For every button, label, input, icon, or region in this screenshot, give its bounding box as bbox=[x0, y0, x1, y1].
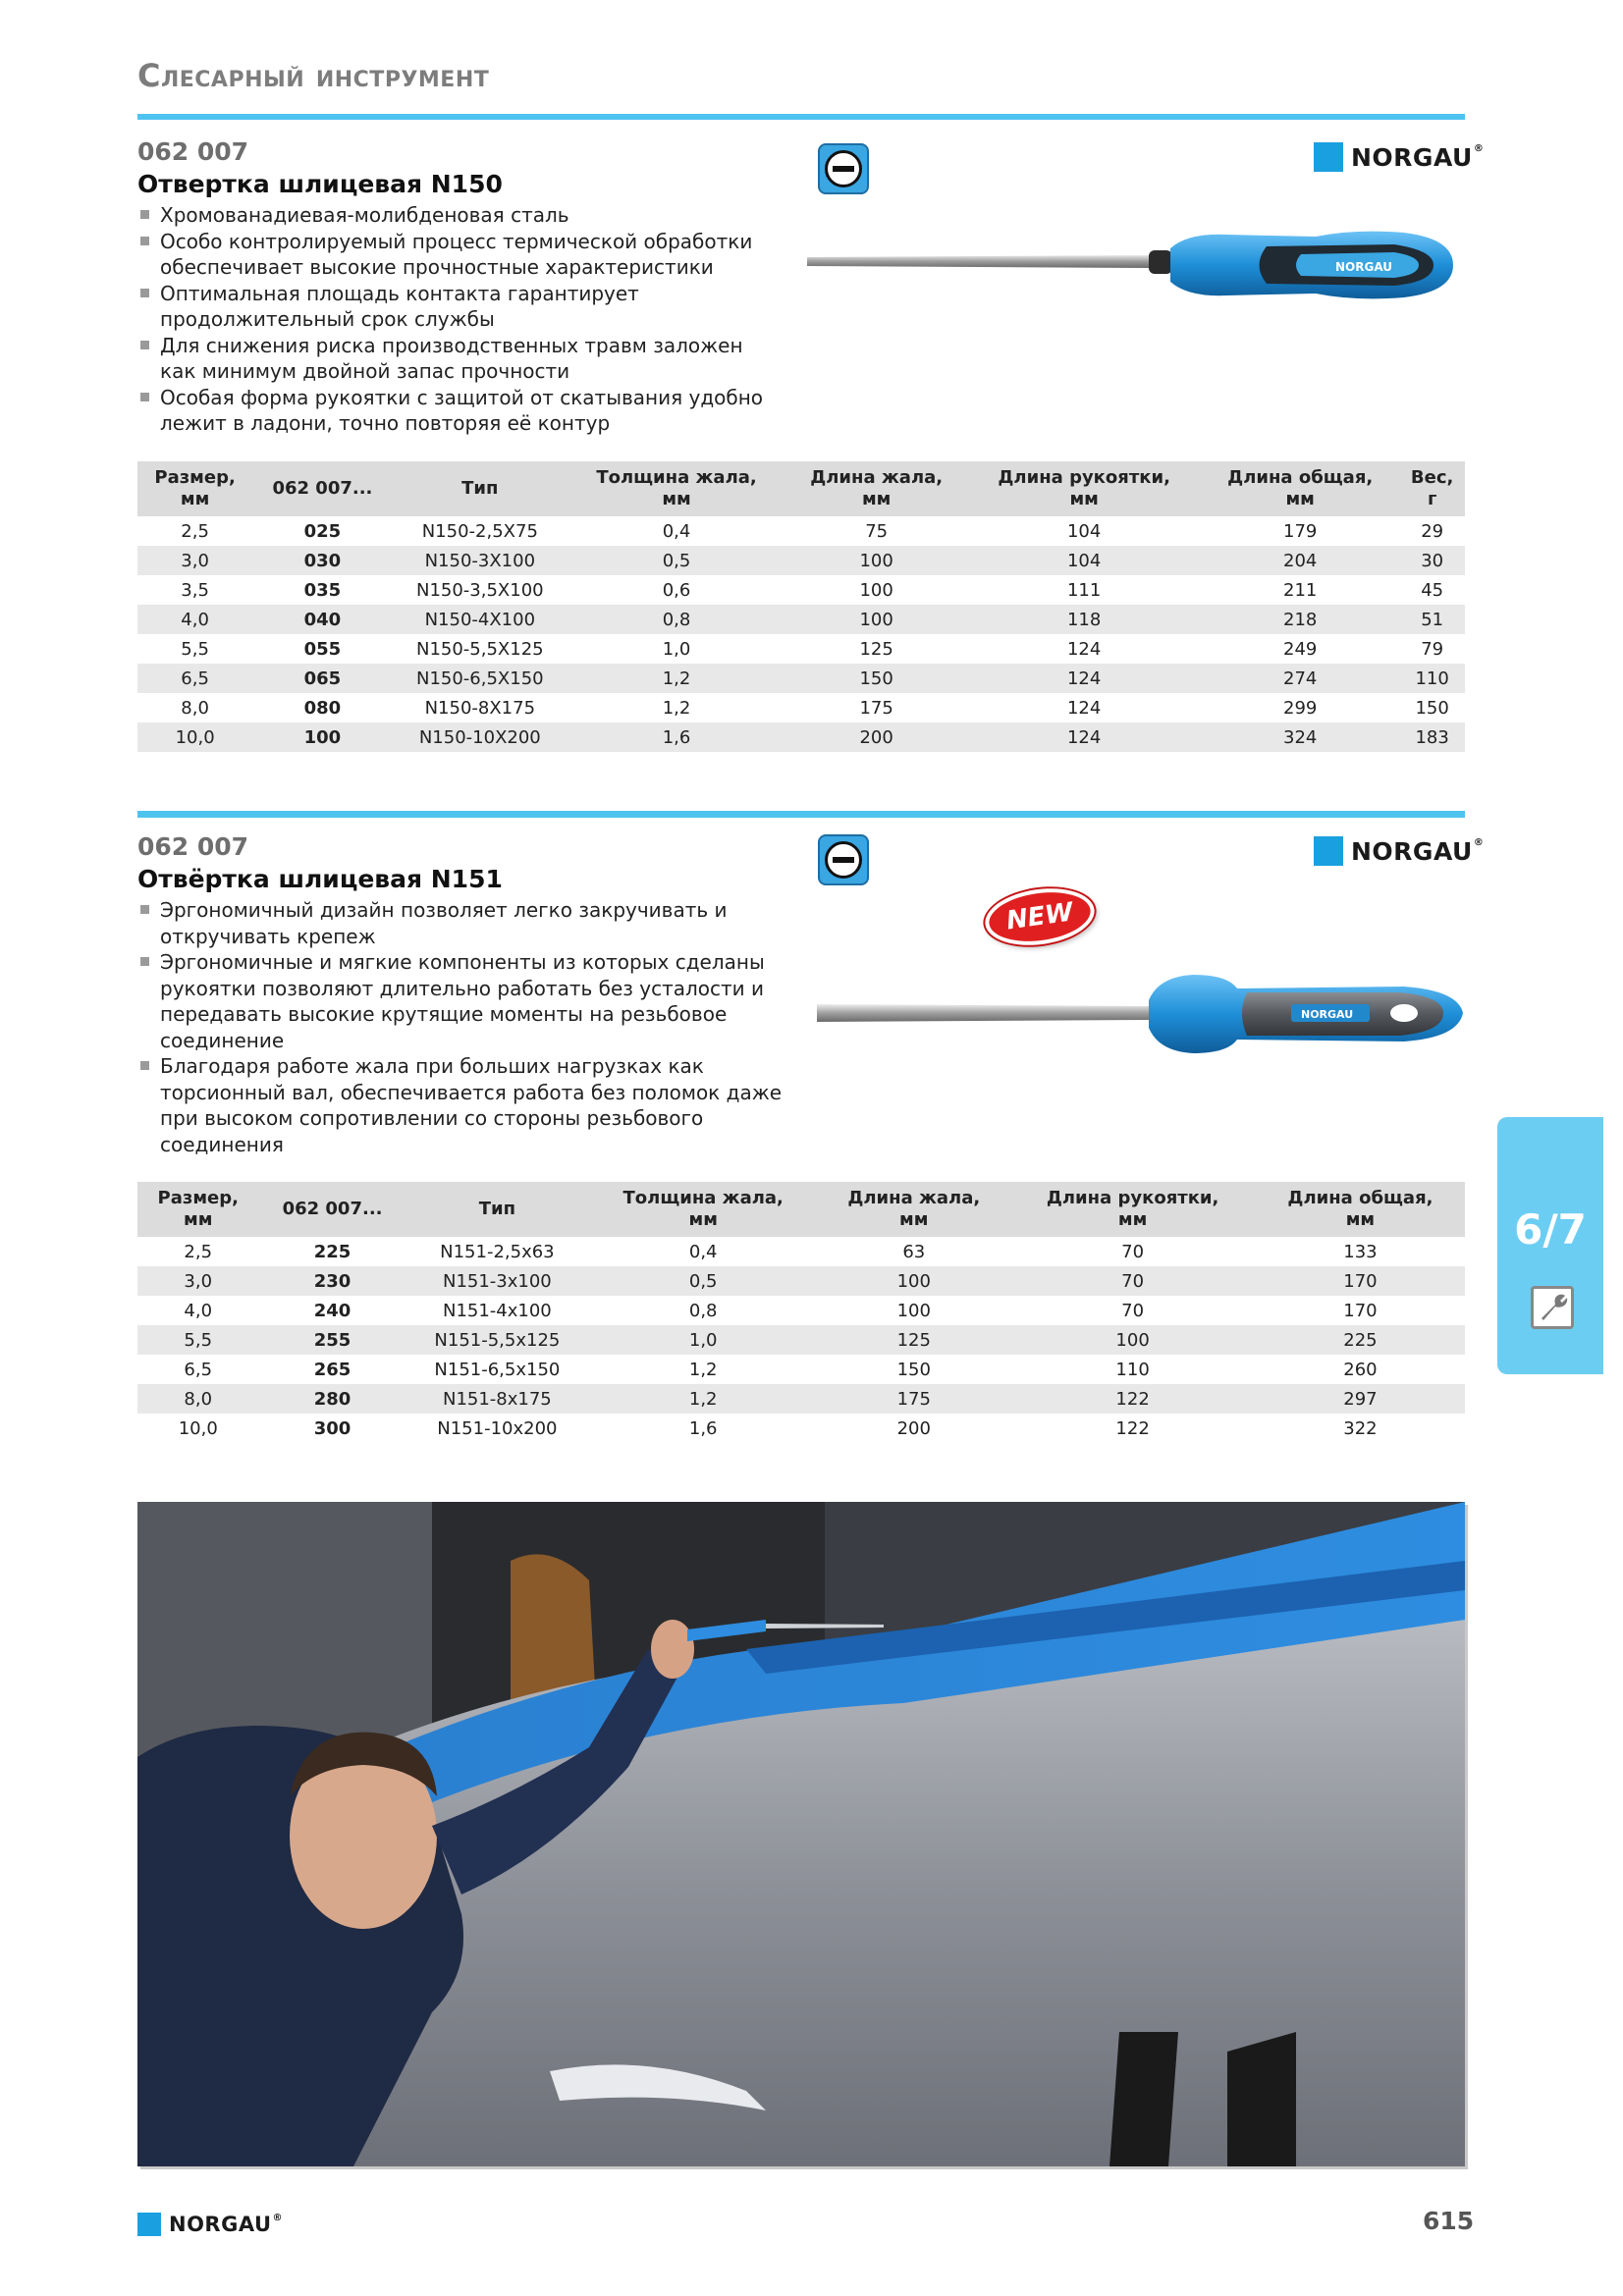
table-cell: 100 bbox=[896, 1300, 931, 1321]
table-cell: 70 bbox=[1121, 1300, 1145, 1321]
screwdriver-n150-image bbox=[805, 221, 1465, 309]
table-cell: 230 bbox=[258, 1266, 406, 1296]
table-cell: 040 bbox=[252, 605, 392, 634]
table-cell: 124 bbox=[967, 664, 1201, 693]
table-cell: 2,5 bbox=[184, 1241, 213, 1262]
table-cell: 125 bbox=[818, 1325, 1009, 1355]
table-cell: 240 bbox=[313, 1300, 352, 1321]
table-cell: 70 bbox=[1009, 1266, 1256, 1296]
slotted-screwdriver-icon bbox=[818, 834, 869, 885]
table-cell: 150 bbox=[896, 1359, 931, 1380]
table-cell: 100 bbox=[818, 1266, 1009, 1296]
section-divider bbox=[137, 811, 1465, 818]
table-cell: N151-10x200 bbox=[437, 1417, 558, 1439]
table-cell: N150-8X175 bbox=[424, 697, 536, 719]
table-cell: 111 bbox=[1066, 579, 1102, 601]
table-cell: 124 bbox=[1066, 697, 1102, 719]
table-cell: 8,0 bbox=[181, 697, 209, 719]
table-cell: 025 bbox=[303, 520, 342, 542]
table-cell: 45 bbox=[1421, 579, 1444, 601]
table-cell: 1,2 bbox=[568, 664, 785, 693]
table-cell: N150-3,5X100 bbox=[415, 579, 544, 601]
table-row bbox=[137, 722, 1465, 752]
brand-logo: NORGAU® bbox=[1314, 142, 1484, 172]
column-header: Длина жала, мм bbox=[818, 1182, 1009, 1237]
table-cell: 100 bbox=[1009, 1325, 1256, 1355]
table-cell: 5,5 bbox=[137, 1325, 258, 1355]
slotted-screwdriver-icon bbox=[818, 143, 869, 194]
table-cell: 265 bbox=[313, 1359, 352, 1380]
table-cell: 122 bbox=[1009, 1384, 1256, 1414]
table-cell: 175 bbox=[859, 697, 893, 719]
table-cell: 104 bbox=[1066, 520, 1102, 542]
table-cell: 110 bbox=[1399, 664, 1465, 693]
table-cell: 274 bbox=[1201, 664, 1399, 693]
table-row bbox=[137, 1325, 1465, 1355]
table-row bbox=[137, 634, 1465, 664]
table-cell: 030 bbox=[252, 546, 392, 575]
table-cell: 0,8 bbox=[568, 605, 785, 634]
column-header: Размер, мм bbox=[137, 1182, 258, 1237]
table-cell: 249 bbox=[1283, 638, 1318, 660]
table-cell: 0,4 bbox=[688, 1241, 718, 1262]
table-cell: 1,2 bbox=[662, 697, 691, 719]
table-cell: 297 bbox=[1256, 1384, 1465, 1414]
table-cell: 104 bbox=[967, 546, 1201, 575]
table-cell: 179 bbox=[1283, 520, 1318, 542]
table-cell: 63 bbox=[902, 1241, 926, 1262]
table-cell: 225 bbox=[313, 1241, 352, 1262]
table-row bbox=[137, 1414, 1465, 1443]
product-code: 062 007 bbox=[137, 832, 249, 861]
table-cell: 5,5 bbox=[181, 638, 209, 660]
table-cell: 211 bbox=[1283, 579, 1318, 601]
table-row bbox=[137, 664, 1465, 693]
table-cell: 065 bbox=[252, 664, 392, 693]
table-cell: 175 bbox=[818, 1384, 1009, 1414]
table-cell: 0,5 bbox=[568, 546, 785, 575]
table-cell: 4,0 bbox=[137, 605, 252, 634]
table-cell: 183 bbox=[1399, 722, 1465, 752]
table-row bbox=[137, 1355, 1465, 1384]
column-header: Длина общая, мм bbox=[1201, 461, 1399, 516]
table-cell: N151-3x100 bbox=[406, 1266, 589, 1296]
feature-item: Хромованадиевая-молибденовая сталь bbox=[137, 202, 766, 229]
table-cell: 10,0 bbox=[137, 722, 252, 752]
brand-logo: NORGAU® bbox=[1314, 836, 1484, 866]
table-cell: 1,0 bbox=[588, 1325, 818, 1355]
spec-table-n150 bbox=[137, 461, 1465, 752]
table-cell: N151-4x100 bbox=[442, 1300, 552, 1321]
table-cell: 75 bbox=[865, 520, 889, 542]
table-cell: 100 bbox=[252, 722, 392, 752]
page-number: 615 bbox=[1423, 2207, 1475, 2235]
table-cell: 133 bbox=[1343, 1241, 1378, 1262]
column-header: Вес, г bbox=[1399, 461, 1465, 516]
table-cell: 124 bbox=[1066, 638, 1102, 660]
table-cell: 150 bbox=[785, 664, 967, 693]
table-cell: N150-10X200 bbox=[393, 722, 568, 752]
feature-item: Эргономичные и мягкие компоненты из которых сделаны рукоятки позволяют длительно работать без усталости и передавать высокие крутящие моменты на резьбовое соединение bbox=[137, 949, 785, 1053]
table-cell: 30 bbox=[1399, 546, 1465, 575]
column-header: Длина рукоятки, мм bbox=[1009, 1182, 1256, 1237]
column-header: Тип bbox=[393, 461, 568, 516]
table-cell: 300 bbox=[313, 1417, 352, 1439]
table-cell: 299 bbox=[1283, 697, 1318, 719]
column-header: Длина общая, мм bbox=[1256, 1182, 1465, 1237]
column-header: Тип bbox=[406, 1182, 589, 1237]
table-cell: N151-2,5x63 bbox=[440, 1241, 555, 1262]
table-cell: 110 bbox=[1115, 1359, 1150, 1380]
table-row bbox=[137, 1296, 1465, 1325]
spec-table-n151 bbox=[137, 1182, 1465, 1443]
column-header: Длина жала, мм bbox=[785, 461, 967, 516]
footer-brand-logo: NORGAU® bbox=[137, 2213, 283, 2236]
table-cell: 29 bbox=[1421, 520, 1444, 542]
screwdriver-n151-image bbox=[815, 967, 1468, 1065]
table-cell: 100 bbox=[859, 579, 893, 601]
table-cell: 1,2 bbox=[588, 1384, 818, 1414]
table-cell: 1,6 bbox=[568, 722, 785, 752]
table-cell: 6,5 bbox=[184, 1359, 213, 1380]
feature-item: Оптимальная площадь контакта гарантирует продолжительный срок службы bbox=[137, 281, 766, 333]
table-cell: 150 bbox=[1415, 697, 1449, 719]
table-cell: 100 bbox=[785, 605, 967, 634]
table-cell: N150-6,5X150 bbox=[393, 664, 568, 693]
table-cell: 51 bbox=[1399, 605, 1465, 634]
header-divider bbox=[137, 114, 1465, 120]
table-cell: 3,0 bbox=[137, 1266, 258, 1296]
table-cell: 3,0 bbox=[137, 546, 252, 575]
table-row bbox=[137, 605, 1465, 634]
table-cell: N150-2,5X75 bbox=[421, 520, 538, 542]
table-cell: 204 bbox=[1201, 546, 1399, 575]
table-cell: 225 bbox=[1256, 1325, 1465, 1355]
table-cell: 0,4 bbox=[662, 520, 691, 542]
table-cell: 255 bbox=[258, 1325, 406, 1355]
table-cell: 035 bbox=[303, 579, 342, 601]
section-title: Слесарный инструмент bbox=[137, 57, 490, 94]
table-row bbox=[137, 1384, 1465, 1414]
table-cell: 260 bbox=[1343, 1359, 1378, 1380]
table-cell: 8,0 bbox=[137, 1384, 258, 1414]
table-cell: 218 bbox=[1201, 605, 1399, 634]
table-cell: 1,0 bbox=[662, 638, 691, 660]
column-header: 062 007... bbox=[252, 461, 392, 516]
feature-item: Для снижения риска производственных травм заложен как минимум двойной запас прочности bbox=[137, 333, 766, 385]
column-header: Размер, мм bbox=[137, 461, 252, 516]
table-cell: 055 bbox=[303, 638, 342, 660]
chapter-tab[interactable] bbox=[1497, 1117, 1603, 1374]
table-cell: 1,6 bbox=[688, 1417, 718, 1439]
feature-list bbox=[137, 202, 766, 437]
table-cell: 200 bbox=[896, 1417, 931, 1439]
table-row bbox=[137, 516, 1465, 546]
chapter-number: 6/7 bbox=[1514, 1205, 1587, 1254]
table-cell: 0,6 bbox=[662, 579, 691, 601]
table-cell: 79 bbox=[1421, 638, 1444, 660]
table-row bbox=[137, 1237, 1465, 1266]
table-row bbox=[137, 546, 1465, 575]
table-cell: N151-5,5x125 bbox=[406, 1325, 589, 1355]
table-row bbox=[137, 575, 1465, 605]
mechanic-photo bbox=[137, 1502, 1465, 2166]
table-row bbox=[137, 693, 1465, 722]
table-cell: 322 bbox=[1343, 1417, 1378, 1439]
feature-item: Особая форма рукоятки с защитой от скатывания удобно лежит в ладони, точно повторяя её контур bbox=[137, 385, 766, 437]
feature-item: Особо контролируемый процесс термической обработки обеспечивает высокие прочностные характеристики bbox=[137, 229, 766, 281]
table-cell: 124 bbox=[967, 722, 1201, 752]
table-cell: 170 bbox=[1343, 1300, 1378, 1321]
table-cell: 1,2 bbox=[688, 1359, 718, 1380]
feature-item: Благодаря работе жала при больших нагрузках как торсионный вал, обеспечивается работа без поломок даже при высоком сопротивлении со стороны резьбового соединения bbox=[137, 1053, 785, 1157]
table-cell: N151-8x175 bbox=[406, 1384, 589, 1414]
table-cell: 2,5 bbox=[181, 520, 209, 542]
table-cell: 3,5 bbox=[181, 579, 209, 601]
column-header: Длина рукоятки, мм bbox=[967, 461, 1201, 516]
handle-brand-label: NORGAU bbox=[1301, 1008, 1354, 1021]
wrench-icon bbox=[1531, 1286, 1574, 1329]
table-cell: 0,8 bbox=[688, 1300, 718, 1321]
table-cell: 4,0 bbox=[184, 1300, 213, 1321]
table-cell: 125 bbox=[859, 638, 893, 660]
table-cell: N150-3X100 bbox=[393, 546, 568, 575]
product-title: Отвертка шлицевая N150 bbox=[137, 170, 503, 198]
table-cell: 122 bbox=[1115, 1417, 1150, 1439]
column-header: Толщина жала, мм bbox=[568, 461, 785, 516]
table-cell: 170 bbox=[1256, 1266, 1465, 1296]
table-cell: 6,5 bbox=[137, 664, 252, 693]
handle-brand-label: NORGAU bbox=[1335, 260, 1392, 274]
new-badge: NEW bbox=[982, 881, 1099, 951]
table-cell: 200 bbox=[785, 722, 967, 752]
table-cell: 324 bbox=[1201, 722, 1399, 752]
table-row bbox=[137, 1266, 1465, 1296]
table-cell: N150-5,5X125 bbox=[415, 638, 544, 660]
table-cell: 280 bbox=[258, 1384, 406, 1414]
product-code: 062 007 bbox=[137, 137, 249, 166]
column-header: Толщина жала, мм bbox=[588, 1182, 818, 1237]
table-cell: N151-6,5x150 bbox=[434, 1359, 561, 1380]
table-cell: N150-4X100 bbox=[393, 605, 568, 634]
feature-list bbox=[137, 897, 785, 1157]
table-cell: 080 bbox=[303, 697, 342, 719]
table-cell: 118 bbox=[967, 605, 1201, 634]
table-cell: 0,5 bbox=[588, 1266, 818, 1296]
product-title: Отвёртка шлицевая N151 bbox=[137, 865, 503, 893]
table-cell: 100 bbox=[785, 546, 967, 575]
table-cell: 10,0 bbox=[178, 1417, 218, 1439]
table-cell: 70 bbox=[1121, 1241, 1145, 1262]
feature-item: Эргономичный дизайн позволяет легко закручивать и откручивать крепеж bbox=[137, 897, 785, 949]
column-header: 062 007... bbox=[258, 1182, 406, 1237]
